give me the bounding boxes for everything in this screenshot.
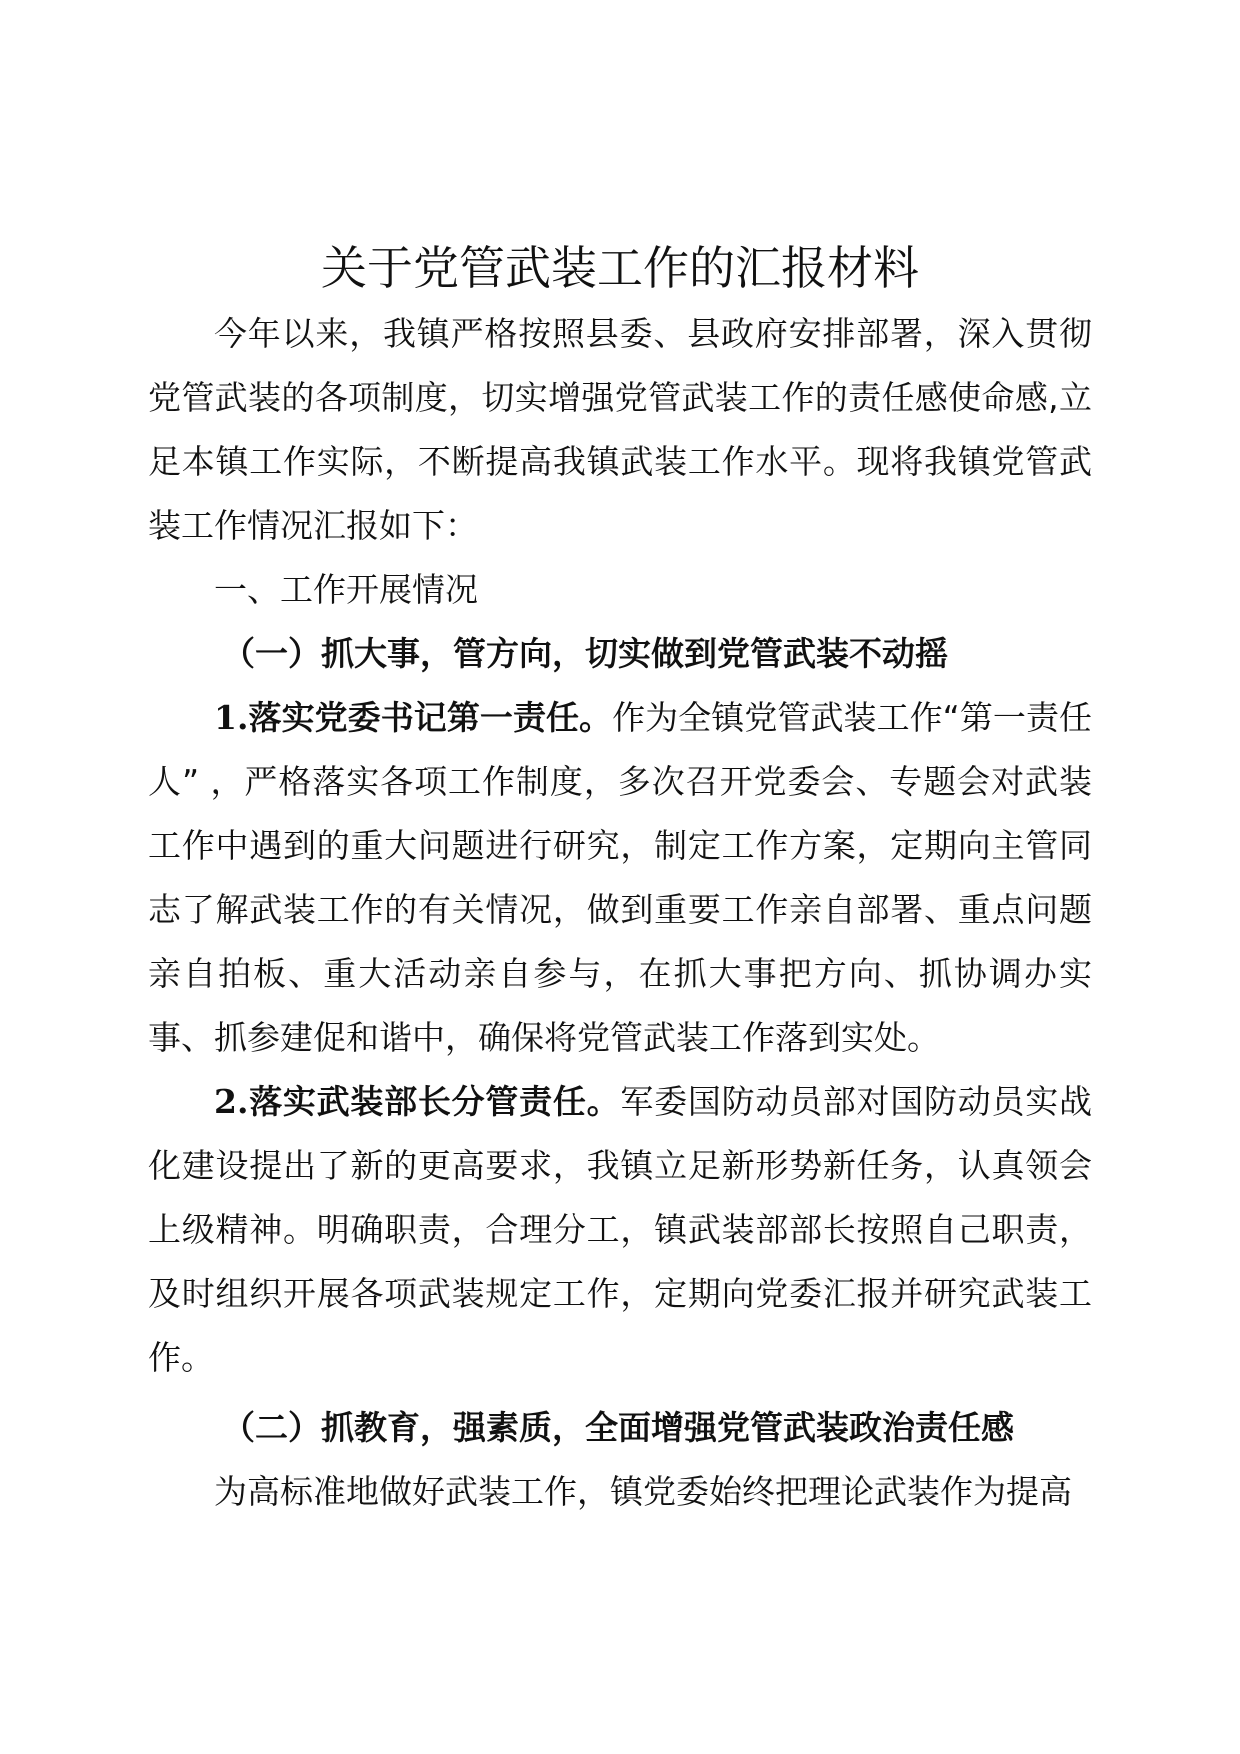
subsection-2-paragraph: 为高标准地做好武装工作，镇党委始终把理论武装作为提高	[214, 1472, 1072, 1511]
item-paragraph-1	[148, 686, 1092, 1070]
subsection-heading-1: （一）抓大事，管方向，切实做到党管武装不动摇	[222, 634, 948, 673]
intro-paragraph: 今年以来，我镇严格按照县委、县政府安排部署，深入贯彻党管武装的各项制度，切实增强党管武装工作的责任感使命感,立足本镇工作实际，不断提高我镇武装工作水平。现将我镇党管武装工作情况汇报如下：	[148, 314, 1092, 545]
item-paragraph-2	[148, 1070, 1092, 1390]
item-lead-1: 落实党委书记第一责任。	[248, 698, 613, 737]
item-number-1: 1.	[214, 698, 249, 737]
item-text-1: 作为全镇党管武装工作“第一责任人” ，严格落实各项工作制度，多次召开党委会、专题会对武装工作中遇到的重大问题进行研究，制定工作方案，定期向主管同志了解武装工作的有关情况，做到重要工作亲自部署、重点问题亲自拍板、重大活动亲自参与，在抓大事把方向、抓协调办实事、抓参建促和谐中，确保将党管武装工作落到实处。	[148, 698, 1092, 1057]
item-number-2: 2.	[214, 1082, 249, 1121]
section-heading: 一、工作开展情况	[214, 570, 478, 609]
item-text-2: 军委国防动员部对国防动员实战化建设提出了新的更高要求，我镇立足新形势新任务，认真领会上级精神。明确职责，合理分工，镇武装部部长按照自己职责，及时组织开展各项武装规定工作，定期向党委汇报并研究武装工作。	[148, 1082, 1093, 1377]
document-body	[148, 302, 1092, 1524]
subsection-heading-2: （二）抓教育，强素质，全面增强党管武装政治责任感	[222, 1408, 1014, 1447]
item-lead-2: 落实武装部长分管责任。	[248, 1082, 621, 1121]
document-title: 关于党管武装工作的汇报材料	[321, 241, 919, 295]
